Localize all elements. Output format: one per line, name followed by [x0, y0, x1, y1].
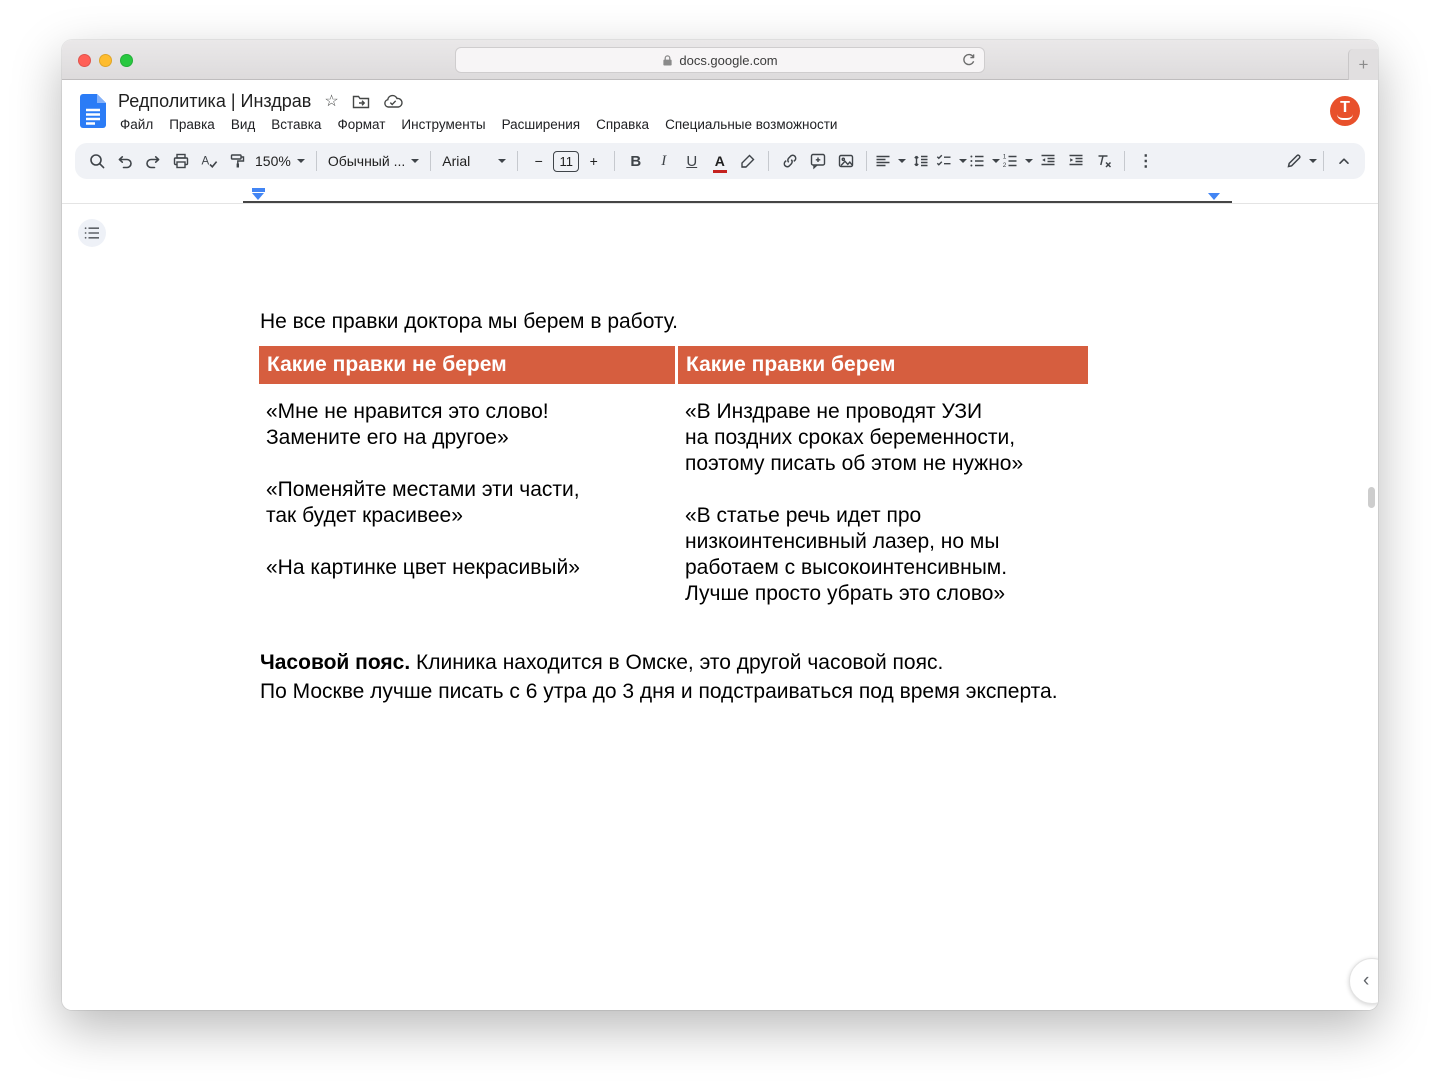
- timezone-paragraph[interactable]: [260, 648, 1058, 706]
- bold-button[interactable]: B: [622, 148, 649, 175]
- checklist-icon: [935, 152, 953, 170]
- toolbar-divider: [316, 151, 317, 171]
- hide-side-panel-button[interactable]: [1349, 958, 1378, 1004]
- quote-line: «В статье речь идет про: [685, 504, 922, 527]
- zoom-value: 150%: [255, 153, 291, 169]
- quote-line: «На картинке цвет некрасивый»: [266, 556, 580, 579]
- bulleted-list-select[interactable]: [968, 148, 1000, 175]
- chevron-down-icon: [411, 159, 419, 163]
- chevron-down-icon: [1025, 159, 1033, 163]
- url-text: docs.google.com: [679, 52, 778, 68]
- redo-icon: [144, 152, 162, 170]
- font-value: Arial: [442, 153, 471, 169]
- print-icon: [172, 152, 190, 170]
- quote-line: Лучше просто убрать это слово»: [685, 582, 1006, 605]
- menu-view[interactable]: Вид: [230, 117, 256, 132]
- outline-list-icon: [84, 226, 100, 240]
- svg-text:1: 1: [1003, 153, 1007, 161]
- paint-roller-icon: [228, 152, 246, 170]
- quote-line: на поздних сроках беременности,: [685, 426, 1016, 449]
- first-line-indent-marker[interactable]: [252, 188, 265, 192]
- new-tab-button[interactable]: [1348, 49, 1378, 80]
- style-value: Обычный ...: [327, 153, 406, 169]
- menu-format[interactable]: Формат: [337, 117, 386, 132]
- pencil-icon: [1285, 152, 1303, 170]
- reload-icon: [961, 52, 977, 68]
- menu-tools[interactable]: Инструменты: [401, 117, 486, 132]
- toolbar-right-group: [1285, 148, 1357, 175]
- comment-icon: [809, 152, 827, 170]
- insert-image-button[interactable]: [832, 148, 859, 175]
- quote-paragraph[interactable]: [685, 399, 1080, 477]
- chevron-down-icon: [898, 159, 906, 163]
- toolbar-divider: [866, 151, 867, 171]
- menu-extensions[interactable]: Расширения: [501, 117, 581, 132]
- revisions-table: [259, 346, 1088, 615]
- clear-formatting-icon: [1095, 152, 1113, 170]
- timezone-text: Клиника находится в Омске, это другой часовой пояс.: [410, 651, 944, 674]
- toolbar-divider: [430, 151, 431, 171]
- quote-paragraph[interactable]: [685, 503, 1080, 607]
- docs-toolbar: [75, 143, 1365, 179]
- quote-line: поэтому писать об этом не нужно»: [685, 452, 1024, 475]
- menubar: [112, 116, 845, 133]
- intro-paragraph[interactable]: Не все правки доктора мы берем в работу.: [260, 310, 679, 333]
- font-family-select[interactable]: [438, 148, 510, 175]
- spellcheck-button[interactable]: [195, 148, 222, 175]
- google-docs-logo-icon[interactable]: [80, 94, 106, 133]
- paint-format-button[interactable]: [223, 148, 250, 175]
- checklist-select[interactable]: [935, 148, 967, 175]
- quote-line: так будет красивее»: [266, 504, 463, 527]
- bulleted-list-icon: [968, 152, 986, 170]
- avatar-letter: T: [1340, 99, 1350, 116]
- highlight-color-button[interactable]: [734, 148, 761, 175]
- increase-font-size-button[interactable]: [580, 148, 607, 175]
- search-icon: [88, 152, 106, 170]
- more-options-button[interactable]: [1132, 148, 1159, 175]
- increase-indent-icon: [1067, 152, 1085, 170]
- toolbar-divider: [1323, 151, 1324, 171]
- quote-paragraph[interactable]: [266, 555, 667, 581]
- chevron-down-icon: [498, 159, 506, 163]
- vertical-scrollbar-thumb[interactable]: [1368, 487, 1375, 508]
- chevron-down-icon: [992, 159, 1000, 163]
- align-select[interactable]: [874, 148, 906, 175]
- line-spacing-icon: [912, 152, 930, 170]
- table-cell-right[interactable]: [678, 384, 1088, 615]
- image-icon: [837, 152, 855, 170]
- italic-button[interactable]: I: [650, 148, 677, 175]
- close-window-button[interactable]: [78, 54, 91, 67]
- quote-line: низкоинтенсивный лазер, но мы: [685, 530, 1000, 553]
- title-block: [118, 91, 845, 133]
- document-title[interactable]: Редполитика | Инздрав: [118, 91, 312, 111]
- search-menus-button[interactable]: [83, 148, 110, 175]
- undo-button[interactable]: [111, 148, 138, 175]
- plus-icon: +: [589, 153, 598, 169]
- docs-header: [62, 80, 1378, 143]
- show-outline-button[interactable]: [78, 219, 106, 247]
- insert-link-button[interactable]: [776, 148, 803, 175]
- left-indent-marker[interactable]: [252, 193, 264, 200]
- menu-edit[interactable]: Правка: [169, 117, 215, 132]
- table-body-row: [259, 384, 1088, 615]
- fullscreen-window-button[interactable]: [120, 54, 133, 67]
- lock-icon: [662, 54, 673, 67]
- line-spacing-button[interactable]: [907, 148, 934, 175]
- quote-paragraph[interactable]: [266, 477, 667, 529]
- highlighter-icon: [739, 152, 757, 170]
- quote-line: Замените его на другое»: [266, 426, 509, 449]
- quote-line: «Поменяйте местами эти части,: [266, 478, 580, 501]
- timezone-line2: По Москве лучше писать с 6 утра до 3 дня и подстраиваться под время эксперта.: [260, 680, 1058, 703]
- address-bar[interactable]: [455, 47, 985, 73]
- menu-insert[interactable]: Вставка: [271, 117, 322, 132]
- account-avatar[interactable]: [1330, 96, 1360, 126]
- menu-file[interactable]: Файл: [120, 117, 154, 132]
- move-to-folder-icon[interactable]: [352, 94, 370, 110]
- numbered-list-select[interactable]: [1001, 148, 1033, 175]
- clear-formatting-button[interactable]: [1090, 148, 1117, 175]
- quote-paragraph[interactable]: [266, 399, 667, 451]
- chevron-down-icon: [1309, 159, 1317, 163]
- chevron-down-icon: [297, 159, 305, 163]
- add-comment-button[interactable]: [804, 148, 831, 175]
- svg-text:A: A: [201, 155, 209, 168]
- toolbar-divider: [614, 151, 615, 171]
- toolbar-divider: [517, 151, 518, 171]
- numbered-list-icon: [1001, 152, 1019, 170]
- menu-help[interactable]: Справка: [596, 117, 650, 132]
- minimize-window-button[interactable]: [99, 54, 112, 67]
- decrease-indent-button[interactable]: [1034, 148, 1061, 175]
- chevron-left-icon: ‹: [1363, 970, 1370, 991]
- reload-button[interactable]: [961, 52, 977, 71]
- decrease-font-size-button[interactable]: [525, 148, 552, 175]
- more-vertical-icon: ⋮: [1137, 153, 1154, 170]
- browser-titlebar: [62, 40, 1378, 80]
- avatar-smile-decoration: [1337, 114, 1353, 120]
- quote-line: «Мне не нравится это слово!: [266, 400, 549, 423]
- chevron-up-icon: [1335, 152, 1353, 170]
- menu-accessibility[interactable]: Специальные возможности: [665, 117, 838, 132]
- increase-indent-button[interactable]: [1062, 148, 1089, 175]
- spellcheck-icon: [200, 152, 218, 170]
- svg-text:2: 2: [1003, 162, 1007, 170]
- quote-line: «В Инздраве не проводят УЗИ: [685, 400, 983, 423]
- right-indent-marker[interactable]: [1208, 193, 1220, 200]
- plus-icon: +: [1358, 55, 1369, 74]
- font-size-input[interactable]: 11: [553, 151, 579, 172]
- minus-icon: −: [534, 153, 543, 169]
- timezone-bold-lead: Часовой пояс.: [260, 651, 411, 674]
- table-header-cell-right[interactable]: Какие правки берем: [678, 346, 1088, 384]
- window-controls: [78, 54, 133, 67]
- text-color-button[interactable]: [706, 148, 733, 175]
- table-header-cell-left[interactable]: Какие правки не берем: [259, 346, 675, 384]
- hide-menus-button[interactable]: [1330, 148, 1357, 175]
- cloud-saved-icon[interactable]: [383, 94, 403, 109]
- redo-button[interactable]: [139, 148, 166, 175]
- undo-icon: [116, 152, 134, 170]
- underline-button[interactable]: U: [678, 148, 705, 175]
- table-cell-left[interactable]: [259, 384, 675, 615]
- browser-window: [62, 40, 1378, 1010]
- table-header-row: [259, 346, 1088, 384]
- document-canvas: [62, 204, 1378, 1010]
- print-button[interactable]: [167, 148, 194, 175]
- text-color-icon: A: [714, 153, 725, 169]
- star-icon[interactable]: ☆: [324, 92, 339, 110]
- ruler-margin-line: [243, 201, 1232, 203]
- paragraph-style-select[interactable]: [324, 148, 423, 175]
- zoom-select[interactable]: [251, 148, 309, 175]
- chevron-down-icon: [959, 159, 967, 163]
- editing-mode-select[interactable]: [1285, 148, 1317, 175]
- align-left-icon: [874, 152, 892, 170]
- quote-line: работаем с высокоинтенсивным.: [685, 556, 1008, 579]
- toolbar-divider: [1124, 151, 1125, 171]
- decrease-indent-icon: [1039, 152, 1057, 170]
- toolbar-divider: [768, 151, 769, 171]
- link-icon: [781, 152, 799, 170]
